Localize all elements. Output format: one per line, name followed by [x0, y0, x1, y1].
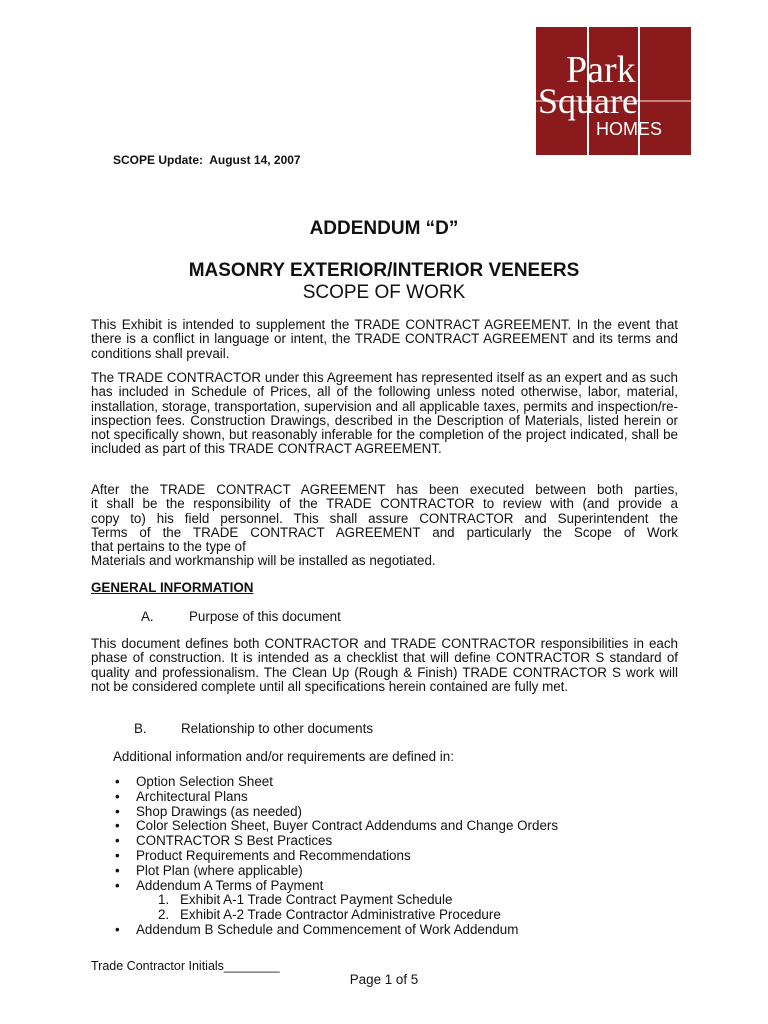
document-main-title: MASONRY EXTERIOR/INTERIOR VENEERS: [188, 260, 580, 281]
numbered-item: [136, 893, 558, 908]
list-item-text: Product Requirements and Recommendations: [136, 847, 411, 863]
list-item-text: Option Selection Sheet: [136, 774, 273, 789]
list-item: [113, 923, 558, 938]
purpose-paragraph: This document defines both CONTRACTOR and TRADE CONTRACTOR responsibilities in each phase of construction. It is intended as a checklist that will define CONTRACTOR S standard of quality and professionalism. The Clean Up (Rough & Finish) TRADE CONTRACTOR S work will not be considered complete until all specifications herein contained are fully met.: [91, 636, 678, 694]
page-number: Page 1 of 5: [349, 972, 419, 987]
list-item: [113, 775, 558, 790]
bullet-symbol: •: [115, 774, 120, 789]
list-item-text: Addendum B Schedule and Commencement of Work Addendum: [136, 921, 519, 937]
scope-update-date: SCOPE Update: August 14, 2007: [113, 153, 301, 167]
trade-contractor-paragraph: The TRADE CONTRACTOR under this Agreement has represented itself as an expert and as such has included in Schedule of Prices, all of the following unless noted otherwise, labor, material, installation, storage, transportation, supervision and all applicable taxes, permits and inspection/re-inspection fees. Construction Drawings, described in the Description of Materials, listed herein or not specifically shown, but reasonably inferable for the completion of the project indicated, shall be included as part of this TRADE CONTRACT AGREEMENT.: [91, 370, 678, 457]
document-subtitle: SCOPE OF WORK: [302, 282, 466, 303]
list-item: [113, 819, 558, 834]
list-item: [113, 790, 558, 805]
bullet-symbol: •: [115, 921, 120, 937]
logo-line1: Park: [566, 49, 636, 91]
section-a-title: Purpose of this document: [189, 609, 341, 624]
list-item-text: Color Selection Sheet, Buyer Contract Addendums and Change Orders: [136, 818, 559, 834]
bullet-symbol: •: [115, 818, 120, 834]
item-text: Exhibit A-2 Trade Contractor Administrative Procedure: [180, 907, 501, 923]
logo-line2: Square: [538, 81, 638, 121]
logo-line3: HOMES: [596, 119, 663, 139]
list-item-text: Shop Drawings (as needed): [136, 803, 302, 819]
item-text: Exhibit A-1 Trade Contract Payment Schedule: [180, 892, 453, 908]
intro-paragraph: This Exhibit is intended to supplement the TRADE CONTRACT AGREEMENT. In the event that there is a conflict in language or intent, the TRADE CONTRACT AGREEMENT and its terms and conditions shall prevail.: [91, 317, 678, 361]
section-b-title: Relationship to other documents: [181, 721, 374, 736]
list-item: [113, 864, 558, 879]
numbered-item: [136, 908, 558, 923]
execution-paragraph: [91, 483, 678, 569]
section-b-letter: B.: [134, 721, 147, 736]
general-information-heading: GENERAL INFORMATION: [91, 580, 254, 595]
bullet-symbol: •: [115, 803, 120, 819]
list-item: [113, 805, 558, 820]
documents-bullet-list: [113, 775, 558, 938]
list-item-text: Plot Plan (where applicable): [136, 862, 303, 878]
addendum-title: ADDENDUM “D”: [309, 218, 459, 239]
park-square-homes-logo: [536, 27, 691, 155]
logo-graphic: [536, 27, 691, 155]
paragraph-line: it shall be the responsibility of the TRADE CONTRACTOR to review with (and provide a: [91, 496, 678, 512]
paragraph-line: copy to) his field personnel. This shall assure CONTRACTOR and Superintendent the: [91, 510, 678, 526]
payment-exhibits-list: [136, 893, 558, 923]
paragraph-line: After the TRADE CONTRACT AGREEMENT has been executed between both parties,: [91, 482, 678, 497]
bullet-symbol: •: [115, 877, 120, 893]
bullet-symbol: •: [115, 847, 120, 863]
list-item: [113, 849, 558, 864]
list-item-text: Architectural Plans: [136, 788, 248, 804]
list-item-text: CONTRACTOR S Best Practices: [136, 833, 333, 849]
paragraph-line: that pertains to the type of: [91, 539, 246, 555]
list-item: [113, 834, 558, 849]
bullet-symbol: •: [115, 788, 120, 804]
item-number: 1.: [158, 892, 170, 908]
bullet-symbol: •: [115, 862, 120, 878]
list-item: [113, 879, 558, 923]
paragraph-line: Terms of the TRADE CONTRACT AGREEMENT and particularly the Scope of Work: [91, 524, 678, 540]
section-a-letter: A.: [141, 609, 154, 624]
paragraph-line: Materials and workmanship will be installed as negotiated.: [91, 553, 436, 569]
list-item-text: Addendum A Terms of Payment: [136, 877, 324, 893]
trade-contractor-initials: Trade Contractor Initials________: [91, 959, 280, 973]
item-number: 2.: [158, 907, 170, 923]
bullet-symbol: •: [115, 833, 120, 849]
additional-info-intro: Additional information and/or requirements are defined in:: [113, 749, 454, 764]
